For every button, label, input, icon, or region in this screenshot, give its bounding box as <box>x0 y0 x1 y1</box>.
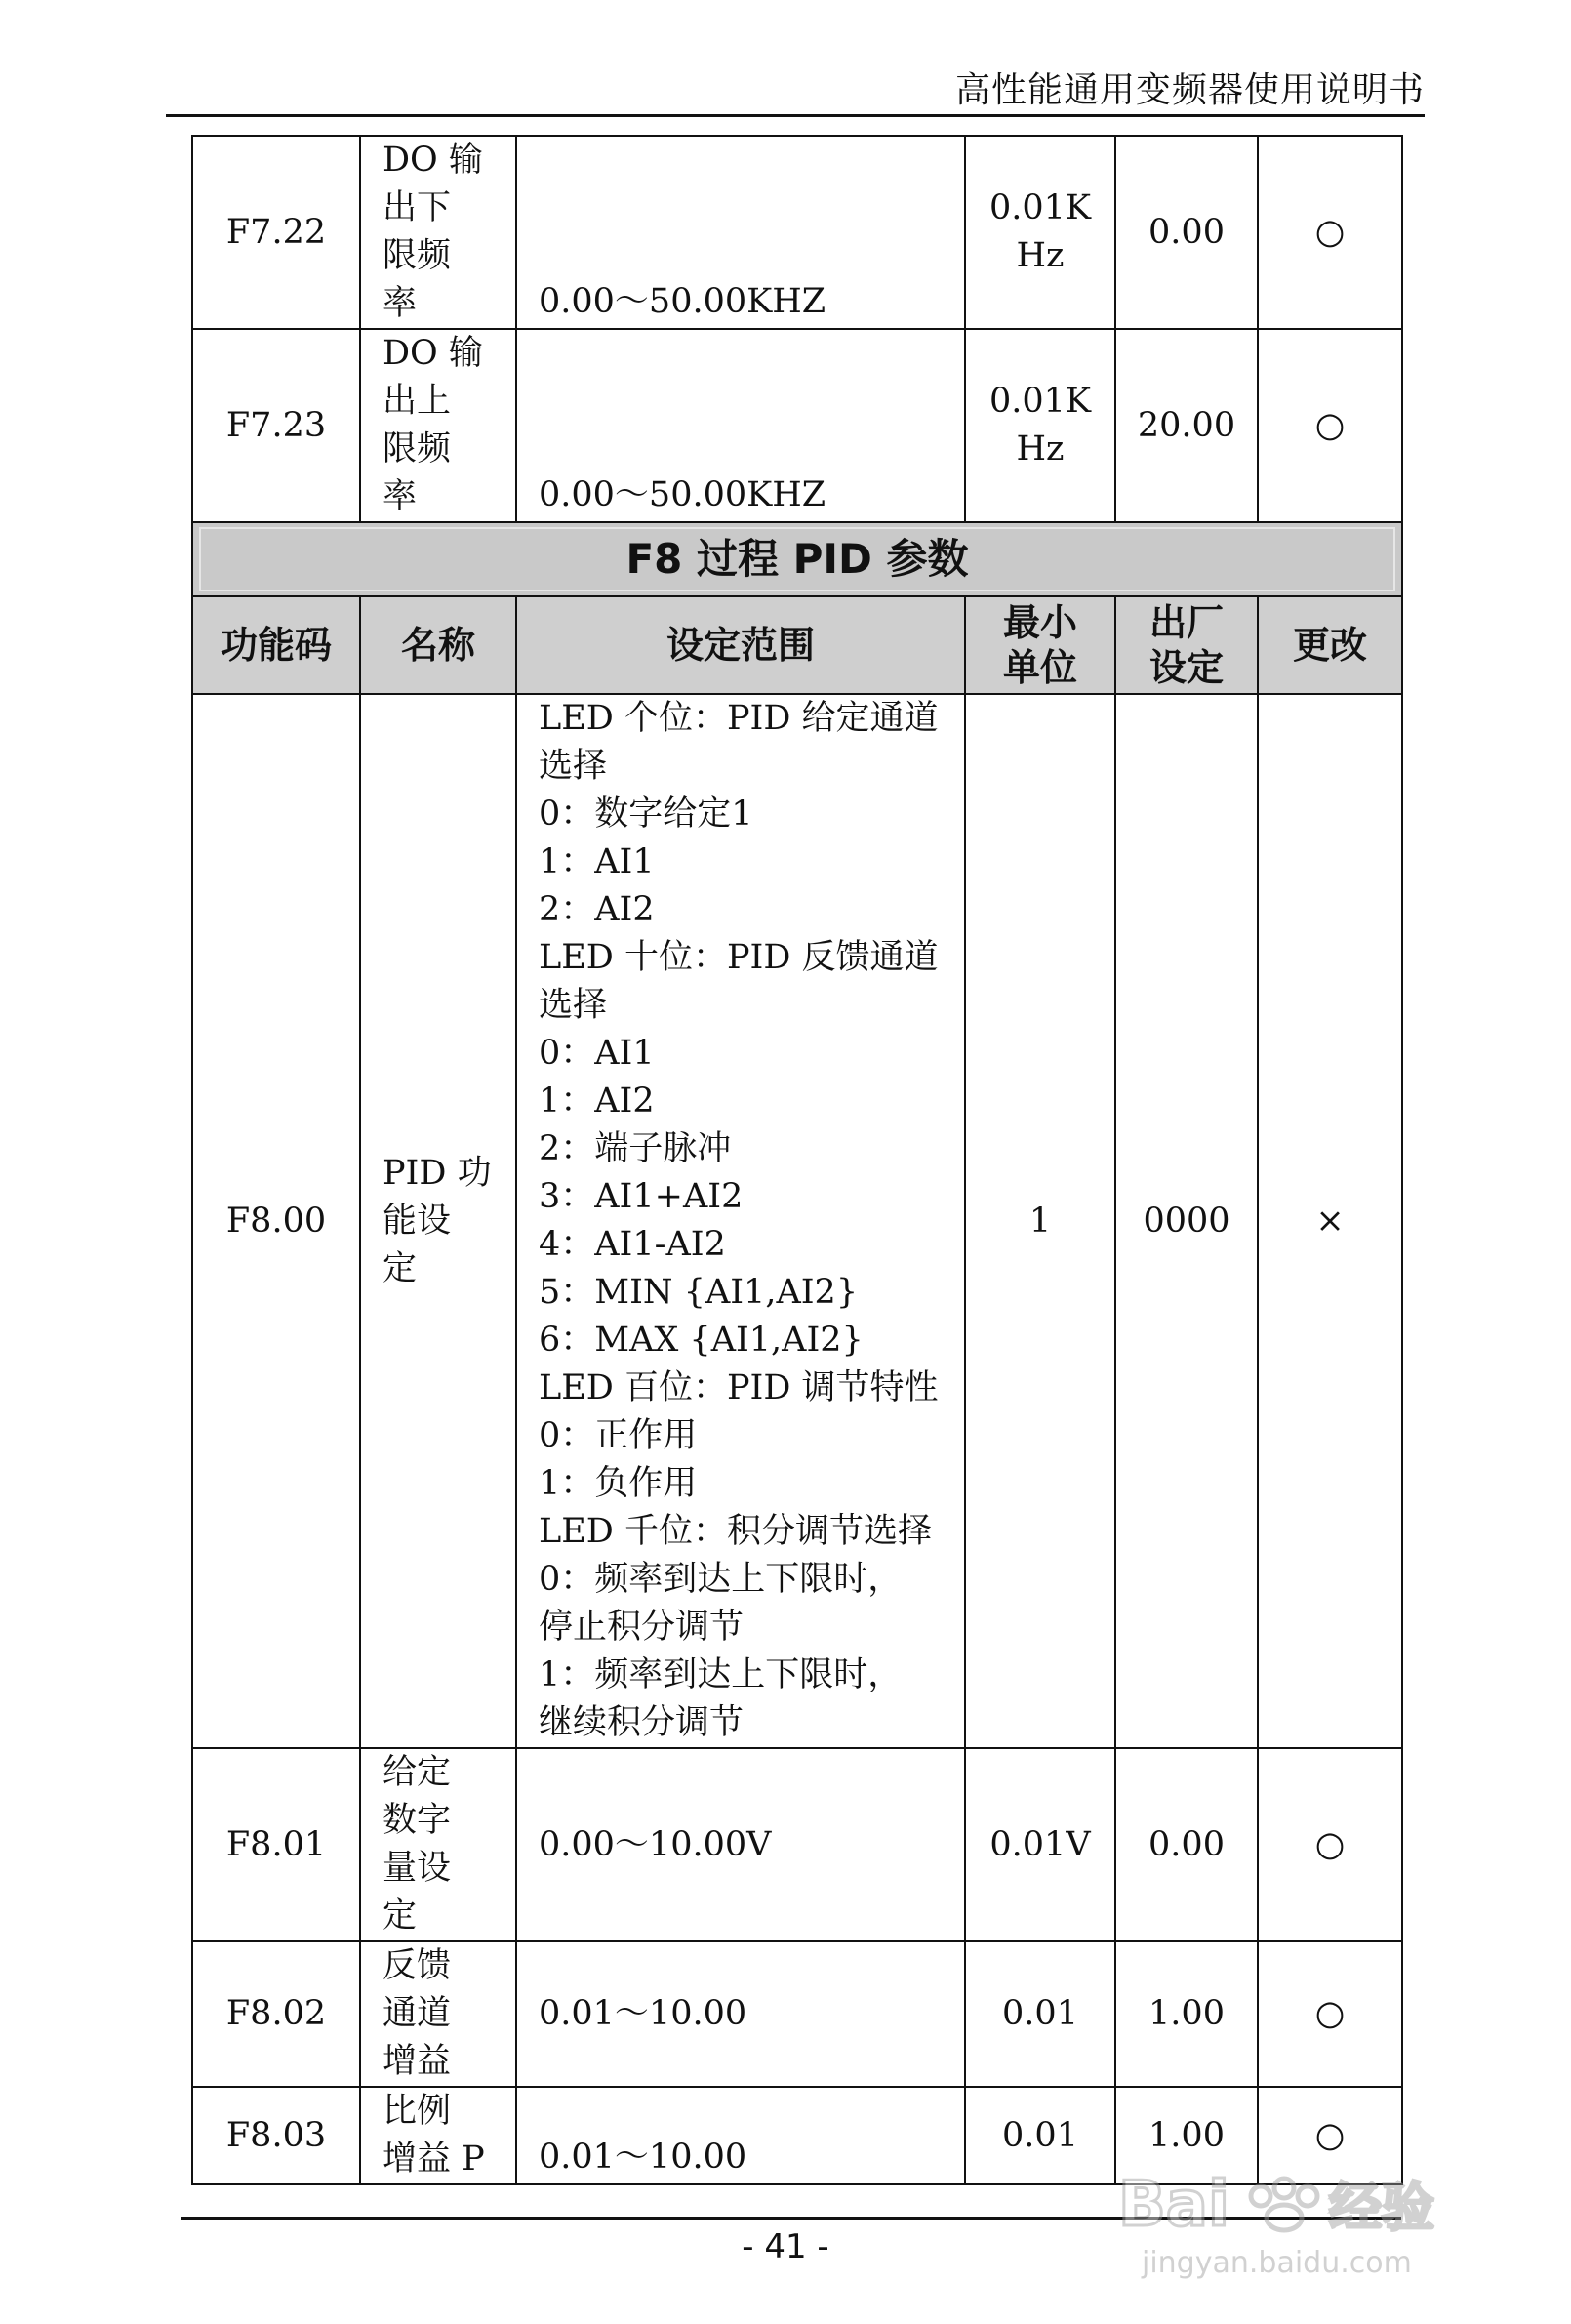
table-row <box>192 136 1402 329</box>
parameter-name: 比例 增益 P <box>360 2087 516 2184</box>
parameter-table <box>191 135 1403 2185</box>
page-number: - 41 - <box>742 2227 829 2266</box>
column-header-code: 功能码 <box>192 596 360 694</box>
change-attribute: ○ <box>1258 1941 1402 2087</box>
column-header-default: 出厂 设定 <box>1115 596 1258 694</box>
min-unit: 0.01K Hz <box>965 136 1115 329</box>
parameter-name: 给定 数字 量设 定 <box>360 1748 516 1941</box>
change-attribute: ○ <box>1258 2087 1402 2184</box>
parameter-name: 反馈 通道 增益 <box>360 1941 516 2087</box>
column-header-change: 更改 <box>1258 596 1402 694</box>
document-header-title: 高性能通用变频器使用说明书 <box>954 70 1425 110</box>
change-attribute: ○ <box>1258 329 1402 522</box>
change-attribute: × <box>1258 694 1402 1748</box>
function-code: F7.22 <box>192 136 360 329</box>
baidu-jingyan-watermark-logo <box>1112 2147 1483 2294</box>
setting-range: LED 个位：PID 给定通道 选择 0：数字给定1 1：AI1 2：AI2 LED 十位：PID 反馈通道 选择 0：AI1 1：AI2 2：端子脉冲 3：AI1+AI2 4：AI1-AI2 5：MIN {AI1,AI2} 6：MAX {AI1,AI2} LED 百位：PID 调节特性 0：正作用 1：负作用 LED 千位：积分调节选择 0：频率到达上下限时， 停止积分调节 1：频率到达上下限时， 继续积分调节 <box>516 694 965 1748</box>
table-row <box>192 329 1402 522</box>
setting-range: 0.00～50.00KHZ <box>516 136 965 329</box>
function-code: F8.02 <box>192 1941 360 2087</box>
factory-default: 0.00 <box>1115 1748 1258 1941</box>
column-header-row <box>192 596 1402 694</box>
min-unit: 0.01K Hz <box>965 329 1115 522</box>
svg-text:jingyan.baidu.com: jingyan.baidu.com <box>1142 2246 1412 2280</box>
setting-range: 0.01～10.00 <box>516 2087 965 2184</box>
svg-text:Bai: Bai <box>1118 2169 1229 2241</box>
column-header-range: 设定范围 <box>516 596 965 694</box>
svg-text:经验: 经验 <box>1329 2177 1434 2238</box>
setting-range: 0.01～10.00 <box>516 1941 965 2087</box>
min-unit: 1 <box>965 694 1115 1748</box>
table-row <box>192 1748 1402 1941</box>
setting-range: 0.00～50.00KHZ <box>516 329 965 522</box>
table-row <box>192 694 1402 1748</box>
section-title: F8 过程 PID 参数 <box>199 527 1395 591</box>
min-unit: 0.01 <box>965 1941 1115 2087</box>
section-header-row <box>192 522 1402 596</box>
parameter-name: DO 输 出上 限频 率 <box>360 329 516 522</box>
min-unit: 0.01V <box>965 1748 1115 1941</box>
table-row <box>192 1941 1402 2087</box>
factory-default: 0.00 <box>1115 136 1258 329</box>
setting-range: 0.00～10.00V <box>516 1748 965 1941</box>
function-code: F8.00 <box>192 694 360 1748</box>
header-divider <box>166 114 1425 117</box>
column-header-unit: 最小 单位 <box>965 596 1115 694</box>
factory-default: 0000 <box>1115 694 1258 1748</box>
factory-default: 20.00 <box>1115 329 1258 522</box>
function-code: F7.23 <box>192 329 360 522</box>
column-header-name: 名称 <box>360 596 516 694</box>
min-unit: 0.01 <box>965 2087 1115 2184</box>
parameter-name: DO 输 出下 限频 率 <box>360 136 516 329</box>
change-attribute: ○ <box>1258 1748 1402 1941</box>
function-code: F8.03 <box>192 2087 360 2184</box>
function-code: F8.01 <box>192 1748 360 1941</box>
factory-default: 1.00 <box>1115 2087 1258 2184</box>
parameter-name: PID 功 能设 定 <box>360 694 516 1748</box>
change-attribute: ○ <box>1258 136 1402 329</box>
factory-default: 1.00 <box>1115 1941 1258 2087</box>
